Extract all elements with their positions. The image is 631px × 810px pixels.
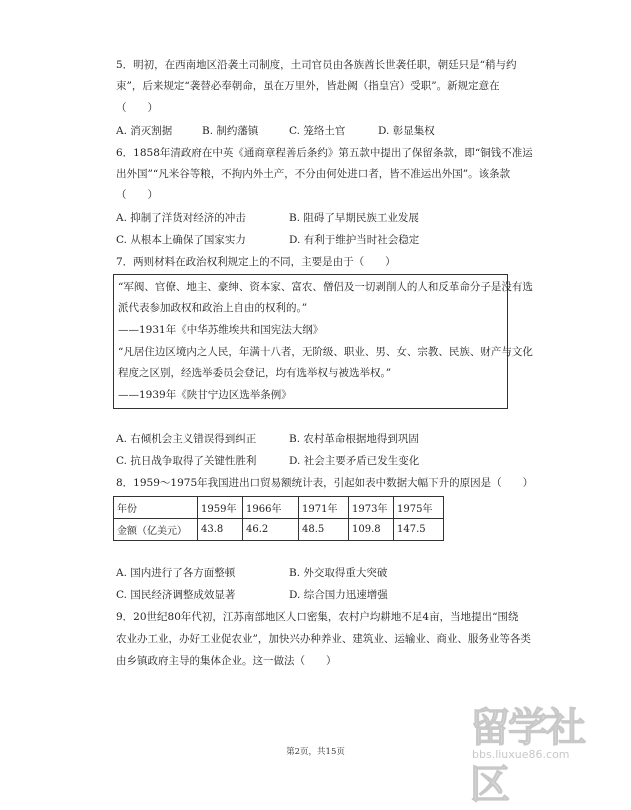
q7-option-c: C. 抗日战争取得了关键性胜利 [116,455,257,467]
table-cell: 48.5 [299,519,349,541]
q9-line-2: 农业办工业，办好工业促农业”，加快兴办种养业、建筑业、运输业、商业、服务业等各类 [116,633,531,645]
table-header-cell: 1959年 [198,497,243,519]
q7-material-source-2: ——1939年《陕甘宁边区选举条例》 [118,389,292,401]
q5-option-a: A. 消灭割据 [116,125,173,137]
table-header-cell: 1973年 [349,497,394,519]
q7-material-line-1: “军阀、官僚、地主、豪绅、资本家、富农、僧侣及一切剥削人的人和反革命分子是没有选 [118,281,533,293]
q7-option-b: B. 农村革命根据地得到巩固 [289,433,419,445]
q6-line-2: 出外国”“凡米谷等粮，不拘内外土产，不分由何处进口者，皆不准运出外国”。该条款 [116,168,511,180]
q7-option-d: D. 社会主要矛盾已发生变化 [289,455,420,467]
q5-line-2: 束”，后来规定“袭替必奉朝命，虽在万里外，皆赴阙（指皇宫）受职”。新规定意在 [116,80,500,92]
q8-stem: 8．1959～1975年我国进出口贸易额统计表，引起如表中数据大幅下升的原因是（ ） [116,477,534,489]
q7-material-source-1: ——1931年《中华苏维埃共和国宪法大纲》 [118,324,324,336]
table-cell: 46.2 [243,519,299,541]
q8-option-d: D. 综合国力迅速增强 [289,589,388,601]
q6-line-1: 6．1858年清政府在中英《通商章程善后条约》第五款中提出了保留条款，即“铜钱不准运 [116,147,533,159]
q7-option-a: A. 右倾机会主义错误得到纠正 [116,433,257,445]
q8-option-b: B. 外交取得重大突破 [289,567,388,579]
q5-line-3: （ ） [116,102,158,114]
q8-option-c: C. 国民经济调整成效显著 [116,589,236,601]
q6-option-b: B. 阻碍了早期民族工业发展 [289,212,419,224]
table-header-cell: 年份 [114,497,198,519]
table-cell: 109.8 [349,519,394,541]
q9-line-3: 由乡镇政府主导的集体企业。这一做法（ ） [116,655,337,667]
q7-material-box [113,274,533,409]
watermark-url: bbs.liuxue86.com [472,748,570,761]
q5-option-c: C. 笼络土官 [289,125,346,137]
q7-material-line-2: 派代表参加政权和政治上自由的权利的。” [118,302,308,314]
q7-material-line-3: “凡居住边区境内之人民，年满十八者，无阶级、职业、男、女、宗教、民族、财产与文化 [118,346,533,358]
q6-line-3: （ ） [116,189,158,201]
table-header-cell: 1966年 [243,497,299,519]
watermark-logo [470,696,620,808]
q6-option-d: D. 有利于维护当时社会稳定 [289,234,420,246]
table-header-cell: 1971年 [299,497,349,519]
q9-line-1: 9．20世纪80年代初，江苏南部地区人口密集，农村户均耕地不足4亩，当地提出“围绕 [116,611,519,623]
q6-option-a: A. 抑制了洋货对经济的冲击 [116,212,246,224]
q5-option-d: D. 彰显集权 [378,125,435,137]
q5-option-b: B. 制约藩镇 [202,125,259,137]
table-cell: 147.5 [394,519,444,541]
table-row [114,497,444,519]
table-cell: 金额（亿美元） [114,519,198,541]
q7-stem: 7．两则材料在政治权利规定上的不同，主要是由于（ ） [116,256,396,268]
table-row [114,519,444,541]
q5-line-1: 5．明初，在西南地区沿袭土司制度，土司官员由各族酋长世袭任职，朝廷只是“稍与约 [116,59,517,71]
table-cell: 43.8 [198,519,243,541]
table-header-cell: 1975年 [394,497,444,519]
q6-option-c: C. 从根本上确保了国家实力 [116,234,246,246]
q7-material-line-4: 程度之区别，经选举委员会登记，均有选举权与被选举权。” [118,367,392,379]
trade-table [113,496,444,541]
watermark-title: 留学社区 [470,705,584,808]
page-number: 第2页，共15页 [286,747,345,757]
q8-option-a: A. 国内进行了各方面整顿 [116,567,236,579]
